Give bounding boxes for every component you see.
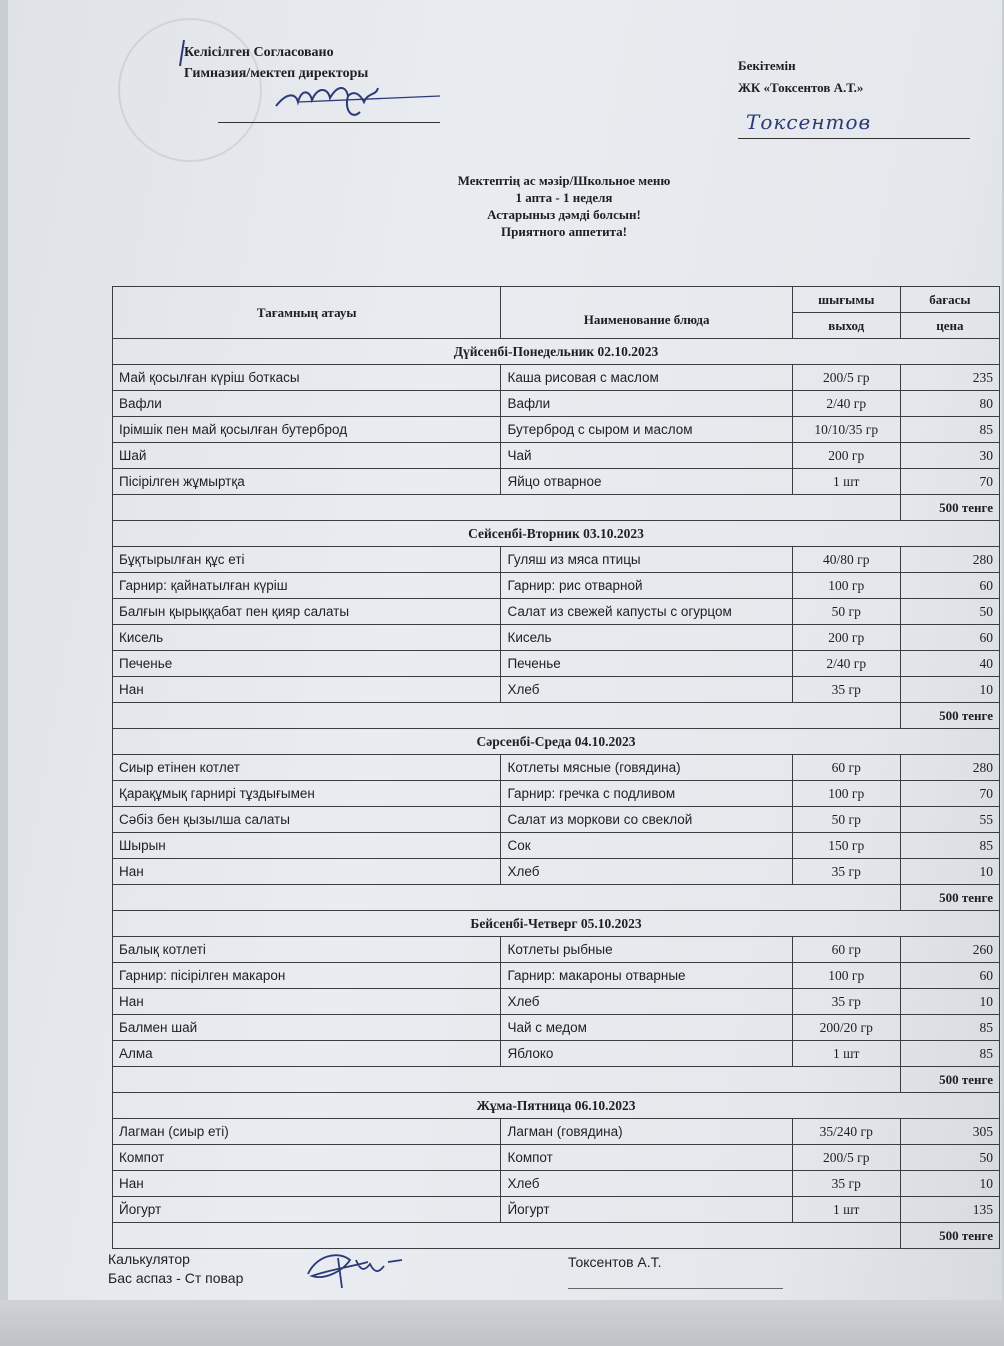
dish-name-kz: Сәбіз бен қызылша салаты [113, 807, 501, 833]
dish-output: 40/80 гр [792, 547, 900, 573]
dish-price: 50 [900, 599, 999, 625]
approval-line2: Гимназия/мектеп директоры [184, 66, 369, 81]
title-line4: Приятного аппетита! [501, 224, 627, 239]
dish-name-ru: Яблоко [501, 1041, 792, 1067]
col-header-kz: Тағамның атауы [113, 287, 501, 339]
dish-output: 50 гр [792, 599, 900, 625]
day-total: 500 тенге [900, 703, 999, 729]
dish-price: 10 [900, 859, 999, 885]
menu-row [113, 547, 1000, 573]
chef-signature-line [568, 1288, 783, 1289]
dish-name-kz: Бұқтырылған құс еті [113, 547, 501, 573]
day-total: 500 тенге [900, 1223, 999, 1249]
day-header-row [113, 1093, 1000, 1119]
dish-output: 1 шт [792, 1041, 900, 1067]
dish-name-kz: Балғын қырыққабат пен қияр салаты [113, 599, 501, 625]
title-line3: Астарыныз дәмді болсын! [487, 207, 641, 222]
dish-output: 100 гр [792, 963, 900, 989]
footer-role-line1: Калькулятор [108, 1251, 190, 1267]
col-header-output-ru: выход [792, 313, 900, 339]
dish-price: 85 [900, 1041, 999, 1067]
day-header-row [113, 729, 1000, 755]
day-total: 500 тенге [900, 495, 999, 521]
dish-output: 1 шт [792, 1197, 900, 1223]
day-total-row [113, 1223, 1000, 1249]
menu-row [113, 1041, 1000, 1067]
dish-name-ru: Хлеб [501, 859, 792, 885]
dish-output: 35 гр [792, 1171, 900, 1197]
dish-name-ru: Яйцо отварное [501, 469, 792, 495]
day-header-row [113, 911, 1000, 937]
menu-row [113, 1197, 1000, 1223]
dish-name-ru: Салат из свежей капусты с огурцом [501, 599, 792, 625]
dish-name-kz: Йогурт [113, 1197, 501, 1223]
dish-name-ru: Котлеты мясные (говядина) [501, 755, 792, 781]
dish-output: 50 гр [792, 807, 900, 833]
director-signature [178, 36, 448, 126]
menu-row [113, 469, 1000, 495]
dish-name-ru: Печенье [501, 651, 792, 677]
day-total: 500 тенге [900, 1067, 999, 1093]
menu-row [113, 963, 1000, 989]
day-title: Жұма-Пятница 06.10.2023 [113, 1093, 1000, 1119]
dish-name-kz: Шай [113, 443, 501, 469]
title-line2: 1 апта - 1 неделя [515, 190, 613, 205]
dish-name-kz: Ірімшік пен май қосылған бутерброд [113, 417, 501, 443]
dish-output: 200/5 гр [792, 365, 900, 391]
menu-row [113, 807, 1000, 833]
dish-price: 280 [900, 755, 999, 781]
dish-name-kz: Май қосылған күріш боткасы [113, 365, 501, 391]
menu-row [113, 755, 1000, 781]
total-spacer [113, 703, 901, 729]
day-title: Сейсенбі-Вторник 03.10.2023 [113, 521, 1000, 547]
dish-name-kz: Алма [113, 1041, 501, 1067]
dish-name-ru: Чай с медом [501, 1015, 792, 1041]
dish-price: 280 [900, 547, 999, 573]
dish-output: 150 гр [792, 833, 900, 859]
dish-price: 305 [900, 1119, 999, 1145]
menu-row [113, 1119, 1000, 1145]
col-header-price-ru: цена [900, 313, 999, 339]
approved-line1: Бекітемін [738, 58, 796, 73]
approval-line1: Келісілген Согласовано [184, 45, 334, 60]
dish-price: 235 [900, 365, 999, 391]
dish-name-kz: Нан [113, 989, 501, 1015]
menu-row [113, 1145, 1000, 1171]
dish-output: 60 гр [792, 937, 900, 963]
day-total: 500 тенге [900, 885, 999, 911]
dish-name-ru: Гарнир: рис отварной [501, 573, 792, 599]
dish-price: 30 [900, 443, 999, 469]
menu-row [113, 365, 1000, 391]
header-row [113, 287, 1000, 313]
menu-row [113, 677, 1000, 703]
chef-signature [298, 1236, 408, 1296]
menu-row [113, 651, 1000, 677]
approved-block [738, 55, 863, 99]
day-title: Сәрсенбі-Среда 04.10.2023 [113, 729, 1000, 755]
dish-name-ru: Салат из моркови со свеклой [501, 807, 792, 833]
footer-role-line2: Бас аспаз - Ст повар [108, 1270, 244, 1286]
menu-row [113, 625, 1000, 651]
title-line1: Мектептің ас мәзір/Школьное меню [457, 173, 671, 188]
day-total-row [113, 703, 1000, 729]
menu-row [113, 573, 1000, 599]
col-header-ru: Наименование блюда [501, 287, 792, 339]
dish-price: 260 [900, 937, 999, 963]
dish-price: 85 [900, 1015, 999, 1041]
menu-row [113, 599, 1000, 625]
dish-price: 85 [900, 417, 999, 443]
total-spacer [113, 495, 901, 521]
dish-price: 10 [900, 1171, 999, 1197]
approver-signature: Токсентов [746, 110, 872, 134]
dish-output: 1 шт [792, 469, 900, 495]
dish-name-kz: Нан [113, 1171, 501, 1197]
approved-line2: ЖК «Токсентов А.Т.» [738, 80, 864, 95]
dish-output: 200 гр [792, 625, 900, 651]
menu-table [112, 286, 1000, 1249]
day-title: Дүйсенбі-Понедельник 02.10.2023 [113, 339, 1000, 365]
dish-price: 10 [900, 677, 999, 703]
dish-output: 2/40 гр [792, 651, 900, 677]
day-total-row [113, 495, 1000, 521]
dish-price: 55 [900, 807, 999, 833]
day-total-row [113, 885, 1000, 911]
menu-row [113, 443, 1000, 469]
dish-output: 200/5 гр [792, 1145, 900, 1171]
total-spacer [113, 1067, 901, 1093]
dish-name-kz: Пісірілген жұмыртқа [113, 469, 501, 495]
dish-name-ru: Компот [501, 1145, 792, 1171]
dish-price: 70 [900, 469, 999, 495]
dish-name-kz: Сиыр етінен котлет [113, 755, 501, 781]
dish-name-ru: Хлеб [501, 1171, 792, 1197]
dish-name-kz: Нан [113, 677, 501, 703]
dish-name-ru: Вафли [501, 391, 792, 417]
dish-output: 35 гр [792, 677, 900, 703]
menu-row [113, 859, 1000, 885]
menu-row [113, 1015, 1000, 1041]
menu-body [113, 339, 1000, 1249]
dish-name-kz: Қарақұмық гарнирі тұздығымен [113, 781, 501, 807]
table-surface [0, 1300, 1004, 1346]
dish-name-ru: Каша рисовая с маслом [501, 365, 792, 391]
chef-name: Токсентов А.Т. [568, 1254, 662, 1270]
dish-name-ru: Хлеб [501, 989, 792, 1015]
menu-row [113, 937, 1000, 963]
col-header-price-kz: бағасы [900, 287, 999, 313]
dish-output: 200 гр [792, 443, 900, 469]
menu-row [113, 417, 1000, 443]
dish-price: 60 [900, 963, 999, 989]
dish-output: 35 гр [792, 989, 900, 1015]
dish-price: 70 [900, 781, 999, 807]
dish-name-kz: Балық котлеті [113, 937, 501, 963]
dish-name-ru: Котлеты рыбные [501, 937, 792, 963]
dish-name-kz: Кисель [113, 625, 501, 651]
dish-name-ru: Бутерброд с сыром и маслом [501, 417, 792, 443]
dish-name-ru: Сок [501, 833, 792, 859]
menu-row [113, 781, 1000, 807]
dish-output: 60 гр [792, 755, 900, 781]
menu-row [113, 989, 1000, 1015]
dish-price: 135 [900, 1197, 999, 1223]
dish-name-kz: Вафли [113, 391, 501, 417]
dish-output: 100 гр [792, 573, 900, 599]
dish-name-kz: Лагман (сиыр еті) [113, 1119, 501, 1145]
menu-row [113, 1171, 1000, 1197]
menu-row [113, 391, 1000, 417]
dish-name-kz: Гарнир: қайнатылған күріш [113, 573, 501, 599]
dish-name-ru: Хлеб [501, 677, 792, 703]
dish-output: 35/240 гр [792, 1119, 900, 1145]
day-header-row [113, 339, 1000, 365]
dish-name-kz: Шырын [113, 833, 501, 859]
dish-output: 200/20 гр [792, 1015, 900, 1041]
dish-price: 60 [900, 573, 999, 599]
approver-signature-line [738, 138, 970, 139]
total-spacer [113, 1223, 901, 1249]
dish-output: 10/10/35 гр [792, 417, 900, 443]
day-header-row [113, 521, 1000, 547]
dish-price: 85 [900, 833, 999, 859]
dish-name-kz: Компот [113, 1145, 501, 1171]
dish-name-ru: Гарнир: макароны отварные [501, 963, 792, 989]
col-header-output-kz: шығымы [792, 287, 900, 313]
dish-name-ru: Йогурт [501, 1197, 792, 1223]
dish-name-ru: Чай [501, 443, 792, 469]
dish-name-kz: Печенье [113, 651, 501, 677]
dish-name-ru: Гуляш из мяса птицы [501, 547, 792, 573]
dish-name-ru: Гарнир: гречка с подливом [501, 781, 792, 807]
dish-price: 60 [900, 625, 999, 651]
day-title: Бейсенбі-Четверг 05.10.2023 [113, 911, 1000, 937]
dish-name-ru: Лагман (говядина) [501, 1119, 792, 1145]
dish-price: 10 [900, 989, 999, 1015]
dish-name-ru: Кисель [501, 625, 792, 651]
footer-roles [108, 1250, 243, 1288]
menu-title [0, 172, 1004, 240]
day-total-row [113, 1067, 1000, 1093]
dish-name-kz: Гарнир: пісірілген макарон [113, 963, 501, 989]
dish-price: 50 [900, 1145, 999, 1171]
dish-name-kz: Балмен шай [113, 1015, 501, 1041]
dish-price: 40 [900, 651, 999, 677]
dish-output: 100 гр [792, 781, 900, 807]
dish-output: 35 гр [792, 859, 900, 885]
dish-price: 80 [900, 391, 999, 417]
dish-name-kz: Нан [113, 859, 501, 885]
menu-row [113, 833, 1000, 859]
total-spacer [113, 885, 901, 911]
dish-output: 2/40 гр [792, 391, 900, 417]
